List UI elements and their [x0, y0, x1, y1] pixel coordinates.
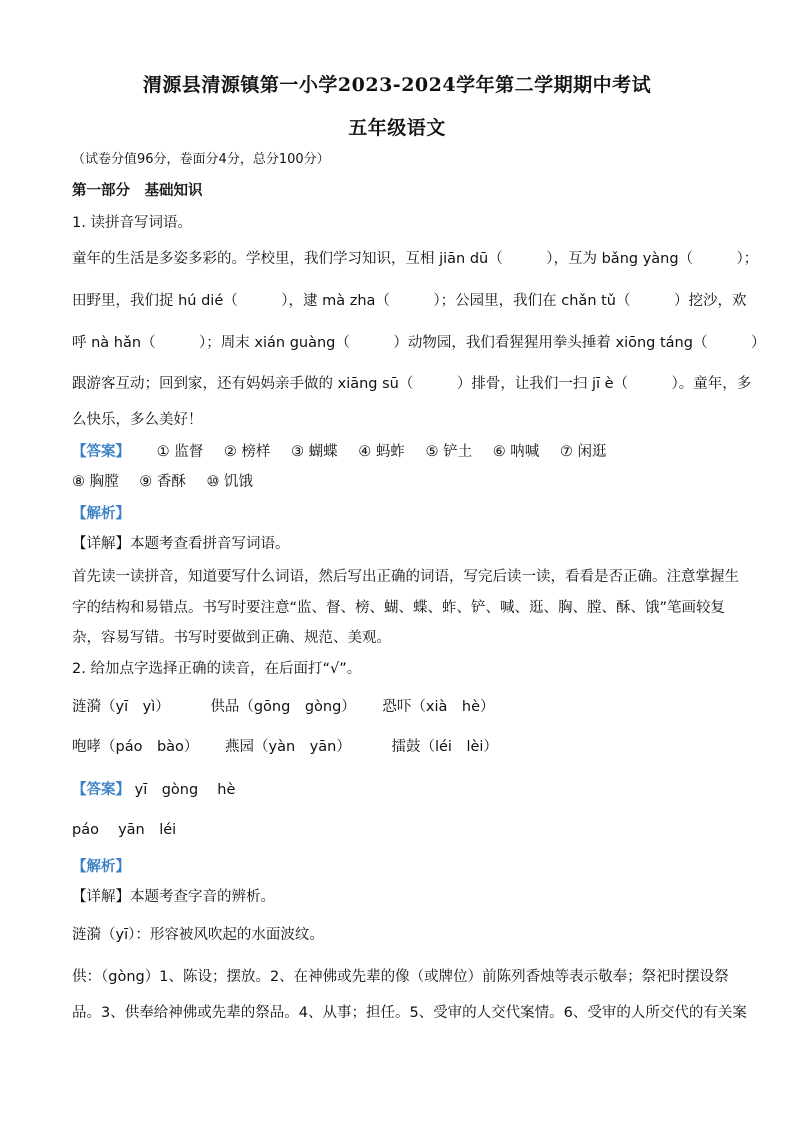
- q2-option: 咆哮（páo bào）: [72, 739, 199, 755]
- q1-passage-line: 跟游客互动；回到家，还有妈妈亲手做的 xiāng sū（ ）排骨，让我们一扫 jī è（ ）。童年，多: [72, 376, 752, 392]
- q2-detail: 【详解】本题考查字音的辨析。: [72, 889, 275, 905]
- q2-option: 涟漪（yī yì）: [72, 699, 170, 715]
- answer-item: ⑤ 铲土: [425, 444, 473, 460]
- q2-answer-row-2: páo yān léi: [72, 822, 177, 838]
- q1-answers-row: [72, 442, 732, 462]
- q2-options-row: [72, 737, 732, 757]
- answer-tag: 【答案】: [72, 782, 130, 798]
- q1-passage-line: 田野里，我们捉 hú dié（ ），逮 mà zha（ ）；公园里，我们在 chǎn tǔ（ ）挖沙，欢: [72, 293, 747, 309]
- q1-detail: 【详解】本题考查看拼音写词语。: [72, 536, 290, 552]
- q2-option: 燕园（yàn yān）: [225, 739, 351, 755]
- q1-passage-line: 童年的生活是多姿多彩的。学校里，我们学习知识，互相 jiān dū（ ），互为 bǎng yàng（ ）；: [72, 251, 759, 267]
- answer-item: ① 监督: [156, 444, 204, 460]
- q1-passage-line: 呼 nà hǎn（ ）；周末 xián guàng（ ）动物园，我们看猩猩用拳头捶着 xiōng táng（ ）: [72, 335, 766, 351]
- answer-item: ⑦ 闲逛: [559, 444, 607, 460]
- q2-note-line: 品。3、供奉给神佛或先辈的祭品。4、从事；担任。5、受审的人交代案情。6、受审的人所交代的有关案: [72, 1005, 747, 1021]
- answer-item: ④ 蚂蚱: [358, 444, 405, 460]
- q2-option: 擂鼓（léi lèi）: [391, 739, 498, 755]
- q2-options-row: [72, 697, 732, 717]
- q1-answers-row: [72, 472, 732, 492]
- q1-explanation-line: 首先读一读拼音，知道要写什么词语，然后写出正确的词语，写完后读一读，看看是否正确。注意掌握生: [72, 569, 739, 585]
- analysis-tag: 【解析】: [72, 506, 130, 522]
- q2-note-line: 供：（gòng）1、陈设；摆放。2、在神佛或先辈的像（或牌位）前陈列香烛等表示敬奉；祭祀时摆设祭: [72, 969, 729, 985]
- q1-explanation-line: 杂，容易写错。书写时要做到正确、规范、美观。: [72, 630, 391, 646]
- answer-item: ⑥ 呐喊: [492, 444, 540, 460]
- q2-answer-text: yī gòng hè: [134, 782, 236, 798]
- score-note: （试卷分值96分，卷面分4分，总分100分）: [72, 152, 330, 167]
- analysis-tag: 【解析】: [72, 859, 130, 875]
- answer-item: ③ 蝴蝶: [291, 444, 338, 460]
- q2-answer-row: [72, 780, 732, 800]
- answer-item: ⑧ 胸膛: [72, 474, 119, 490]
- q1-passage-line: 么快乐，多么美好！: [72, 412, 203, 428]
- section-heading: 第一部分 基础知识: [72, 183, 203, 199]
- q1-prompt: 1. 读拼音写词语。: [72, 215, 192, 231]
- exam-title: 渭源县清源镇第一小学2023-2024学年第二学期期中考试: [142, 74, 652, 96]
- q2-option: 恐吓（xià hè）: [382, 699, 495, 715]
- exam-subtitle: 五年级语文: [348, 117, 446, 139]
- q2-prompt: 2. 给加点字选择正确的读音，在后面打“√”。: [72, 661, 362, 677]
- answer-item: ② 榜样: [223, 444, 271, 460]
- q2-note: 涟漪（yī）：形容被风吹起的水面波纹。: [72, 927, 324, 943]
- q2-option: 供品（gōng gòng）: [210, 699, 356, 715]
- answer-tag: 【答案】: [72, 444, 130, 460]
- answer-item: ⑩ 饥饿: [206, 474, 254, 490]
- q1-explanation-line: 字的结构和易错点。书写时要注意“监、督、榜、蝴、蝶、蚱、铲、喊、逛、胸、膛、酥、饿”笔画较复: [72, 600, 726, 616]
- answer-item: ⑨ 香酥: [139, 474, 186, 490]
